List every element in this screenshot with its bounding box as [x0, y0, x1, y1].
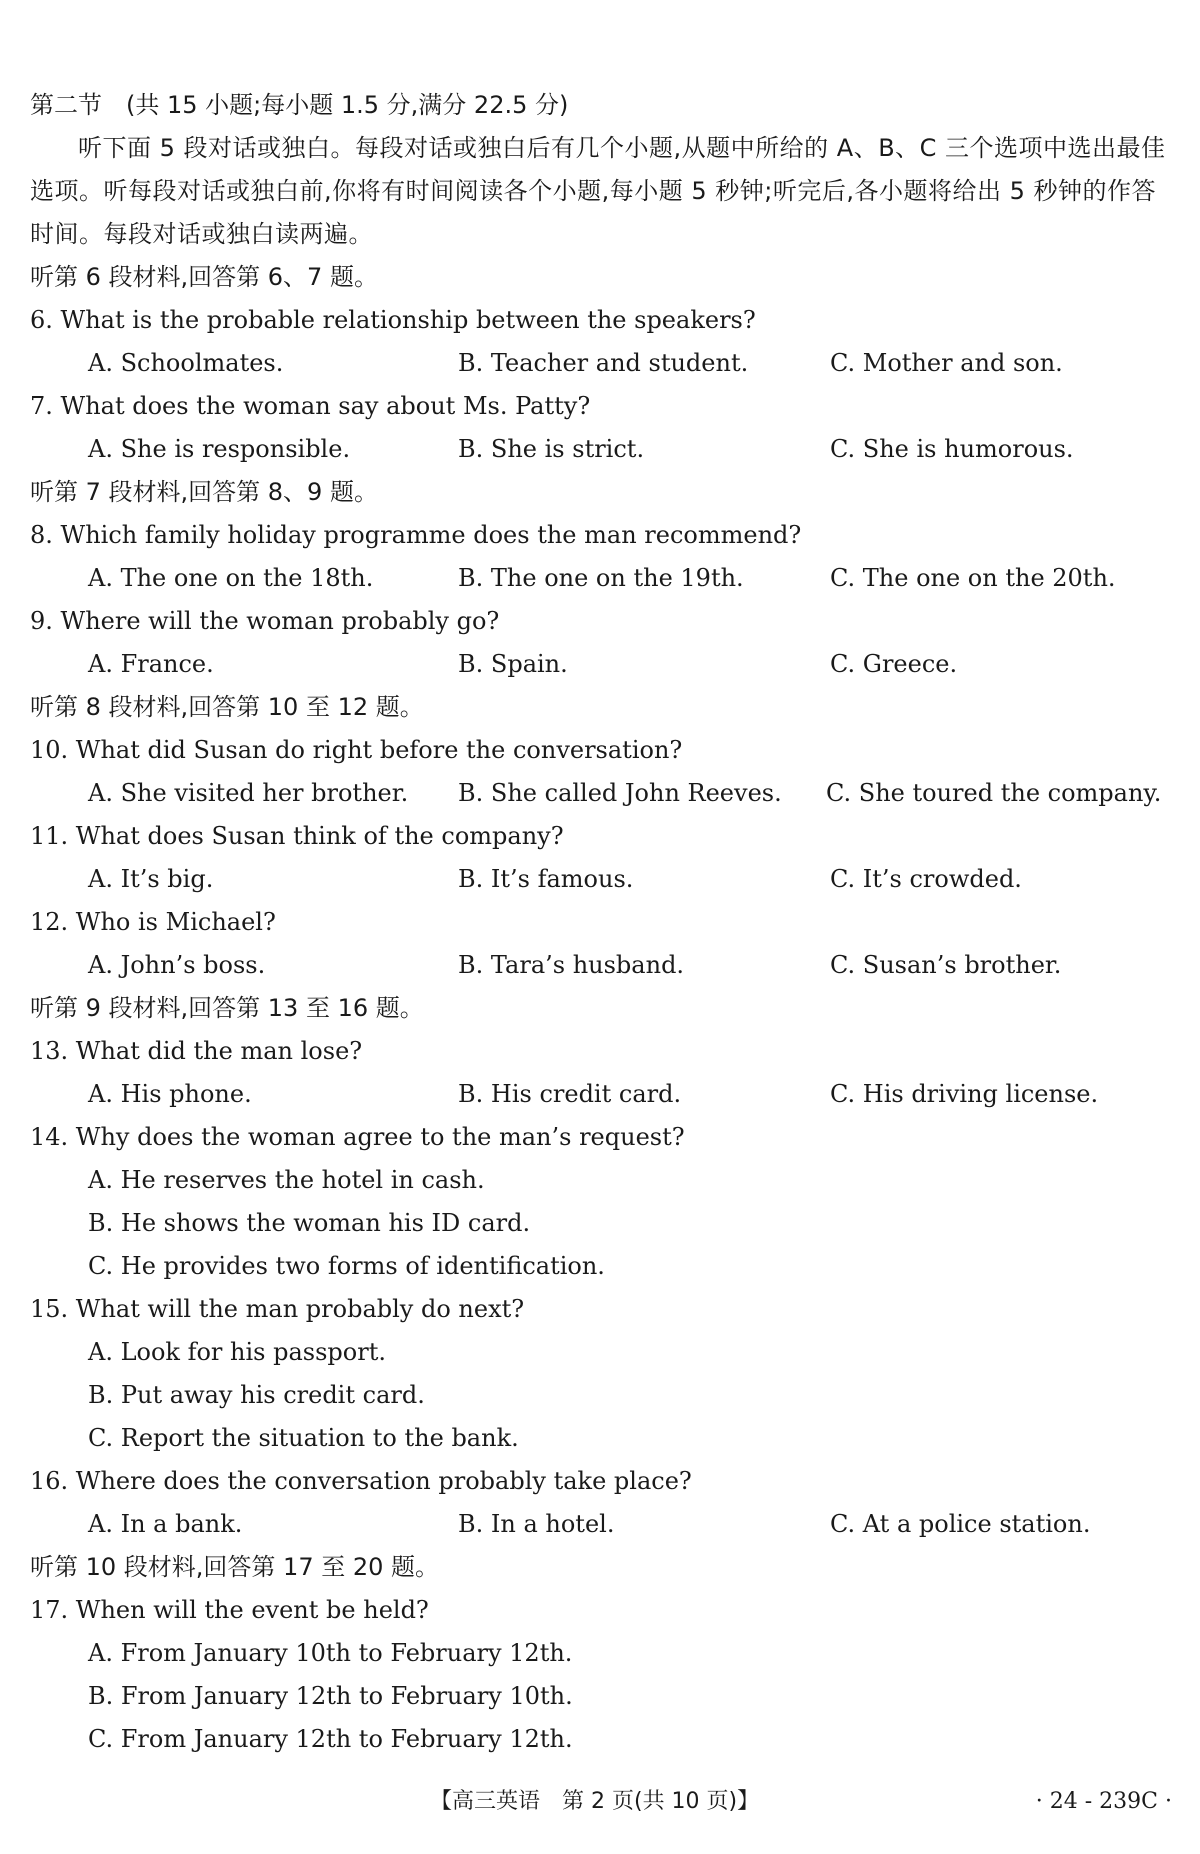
option-c: C. Report the situation to the bank.: [88, 1424, 519, 1452]
option-a: A. France.: [88, 650, 214, 678]
question-text: 15. What will the man probably do next?: [30, 1295, 525, 1323]
option-a: A. The one on the 18th.: [88, 564, 374, 592]
option-b: B. The one on the 19th.: [458, 564, 744, 592]
option-c: C. She is humorous.: [830, 435, 1074, 463]
question-text: 12. Who is Michael?: [30, 908, 276, 936]
option-b: B. She is strict.: [458, 435, 645, 463]
option-a: A. His phone.: [88, 1080, 252, 1108]
option-c: C. She toured the company.: [826, 779, 1162, 807]
question-text: 14. Why does the woman agree to the man’s request?: [30, 1123, 685, 1151]
options-row: [30, 643, 1170, 686]
question-text: 17. When will the event be held?: [30, 1596, 429, 1624]
section-instruction: 听下面 5 段对话或独白。每段对话或独白后有几个小题,从题中所给的 A、B、C 三个选项中选出最佳选项。听每段对话或独白前,你将有时间阅读各个小题,每小题 5 秒钟;听完后,各小题将给出 5 秒钟的作答时间。每段对话或独白读两遍。: [30, 134, 1166, 248]
option-a: A. She visited her brother.: [88, 779, 409, 807]
question-text: 8. Which family holiday programme does the man recommend?: [30, 521, 802, 549]
group-intro: 听第 6 段材料,回答第 6、7 题。: [30, 263, 378, 291]
question-text: 16. Where does the conversation probably take place?: [30, 1467, 692, 1495]
question-text: 10. What did Susan do right before the conversation?: [30, 736, 683, 764]
option-c: C. Susan’s brother.: [830, 951, 1062, 979]
options-row: [30, 342, 1170, 385]
options-row: [30, 1503, 1170, 1546]
options-row: [30, 944, 1170, 987]
option-b: B. It’s famous.: [458, 865, 634, 893]
option-a: A. Schoolmates.: [88, 349, 284, 377]
option-c: C. Mother and son.: [830, 349, 1063, 377]
question-text: 13. What did the man lose?: [30, 1037, 363, 1065]
options-row: [30, 772, 1170, 815]
group-intro: 听第 8 段材料,回答第 10 至 12 题。: [30, 693, 424, 721]
option-c: C. From January 12th to February 12th.: [88, 1725, 573, 1753]
section-heading: 第二节 (共 15 小题;每小题 1.5 分,满分 22.5 分): [30, 91, 569, 119]
group-intro: 听第 9 段材料,回答第 13 至 16 题。: [30, 994, 424, 1022]
group-intro: 听第 10 段材料,回答第 17 至 20 题。: [30, 1553, 440, 1581]
question-text: 11. What does Susan think of the company?: [30, 822, 564, 850]
options-row: [30, 858, 1170, 901]
option-c: C. At a police station.: [830, 1510, 1091, 1538]
question-text: 7. What does the woman say about Ms. Patty?: [30, 392, 591, 420]
question-text: 9. Where will the woman probably go?: [30, 607, 500, 635]
option-a: A. In a bank.: [88, 1510, 243, 1538]
option-b: B. She called John Reeves.: [458, 779, 782, 807]
option-a: A. It’s big.: [88, 865, 214, 893]
option-b: B. In a hotel.: [458, 1510, 615, 1538]
option-c: C. The one on the 20th.: [830, 564, 1116, 592]
options-row: [30, 1073, 1170, 1116]
option-a: A. From January 10th to February 12th.: [88, 1639, 573, 1667]
options-row: [30, 557, 1170, 600]
option-b: B. Spain.: [458, 650, 568, 678]
option-b: B. Teacher and student.: [458, 349, 749, 377]
option-c: C. It’s crowded.: [830, 865, 1022, 893]
option-a: A. He reserves the hotel in cash.: [88, 1166, 485, 1194]
option-b: B. Tara’s husband.: [458, 951, 685, 979]
page-label: 【高三英语 第 2 页(共 10 页)】: [430, 1789, 760, 1814]
page-footer: [0, 1782, 1200, 1822]
option-a: A. John’s boss.: [88, 951, 266, 979]
option-a: A. Look for his passport.: [88, 1338, 386, 1366]
option-b: B. From January 12th to February 10th.: [88, 1682, 573, 1710]
option-c: C. He provides two forms of identification.: [88, 1252, 605, 1280]
option-b: B. His credit card.: [458, 1080, 682, 1108]
exam-page: [30, 84, 1170, 1761]
option-c: C. His driving license.: [830, 1080, 1099, 1108]
option-a: A. She is responsible.: [88, 435, 351, 463]
option-c: C. Greece.: [830, 650, 958, 678]
exam-code: · 24 - 239C ·: [1035, 1789, 1172, 1814]
option-b: B. He shows the woman his ID card.: [88, 1209, 531, 1237]
options-row: [30, 428, 1170, 471]
question-text: 6. What is the probable relationship between the speakers?: [30, 306, 756, 334]
group-intro: 听第 7 段材料,回答第 8、9 题。: [30, 478, 378, 506]
option-b: B. Put away his credit card.: [88, 1381, 425, 1409]
